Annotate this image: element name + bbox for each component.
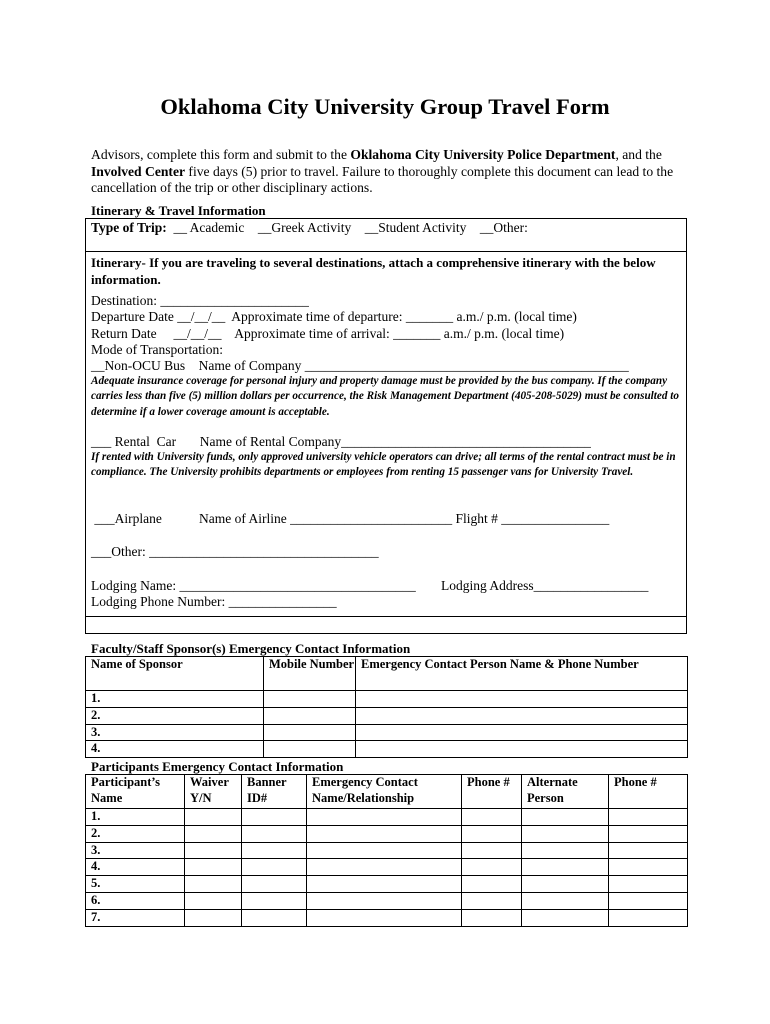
table-cell[interactable] — [307, 842, 462, 859]
faculty-col-emergency: Emergency Contact Person Name & Phone Number — [356, 657, 688, 691]
table-cell[interactable] — [242, 892, 307, 909]
table-cell[interactable] — [185, 909, 242, 926]
table-cell[interactable] — [522, 892, 609, 909]
faculty-col-mobile: Mobile Number — [264, 657, 356, 691]
intro-dept: Oklahoma City University Police Department — [350, 147, 616, 162]
row-number: 7. — [86, 909, 185, 926]
table-cell[interactable] — [356, 691, 688, 708]
faculty-col-sponsor: Name of Sponsor — [86, 657, 264, 691]
intro-center: Involved Center — [91, 163, 186, 179]
table-row — [86, 909, 688, 926]
row-number: 2. — [86, 825, 185, 842]
transport-mode-label: Mode of Transportation: — [91, 342, 224, 357]
table-cell[interactable] — [307, 809, 462, 826]
participants-table — [85, 774, 688, 927]
intro-text-1: Advisors, complete this form and submit to the — [91, 147, 351, 162]
table-cell[interactable] — [242, 809, 307, 826]
table-cell[interactable] — [185, 809, 242, 826]
table-row — [86, 876, 688, 893]
table-cell[interactable] — [307, 892, 462, 909]
airplane-field[interactable]: ___Airplane Name of Airline ________________________ Flight # ________________ — [91, 511, 610, 526]
table-cell[interactable] — [242, 842, 307, 859]
table-cell[interactable] — [356, 741, 688, 758]
table-cell[interactable] — [242, 825, 307, 842]
table-cell[interactable] — [185, 825, 242, 842]
participants-col-alt-phone: Phone # — [609, 775, 688, 809]
table-cell[interactable] — [609, 825, 688, 842]
table-cell[interactable] — [609, 892, 688, 909]
return-field[interactable]: Return Date __/__/__ Approximate time of arrival: _______ a.m./ p.m. (local time) — [91, 326, 565, 341]
table-row — [86, 842, 688, 859]
intro-paragraph — [91, 147, 691, 197]
table-cell[interactable] — [462, 909, 522, 926]
table-cell[interactable] — [356, 724, 688, 741]
itinerary-note: Itinerary- If you are traveling to several destinations, attach a comprehensive itinerary with the below information. — [91, 255, 656, 287]
table-row — [86, 691, 688, 708]
table-cell[interactable] — [609, 842, 688, 859]
spacer-box — [85, 616, 687, 634]
participants-col-alternate: Alternate Person — [522, 775, 609, 809]
departure-field[interactable]: Departure Date __/__/__ Approximate time of departure: _______ a.m./ p.m. (local time) — [91, 309, 577, 324]
table-row — [86, 809, 688, 826]
table-cell[interactable] — [307, 859, 462, 876]
table-cell[interactable] — [609, 909, 688, 926]
table-row — [86, 741, 688, 758]
row-number: 3. — [86, 842, 185, 859]
participants-col-banner: Banner ID# — [242, 775, 307, 809]
trip-type-line — [91, 220, 528, 237]
destination-field[interactable]: Destination: ______________________ — [91, 293, 309, 308]
rental-car-note: If rented with University funds, only approved university vehicle operators can drive; all terms of the rental contract must be in compliance. The University prohibits departments or employees from renting 15 passenger vans for University Travel. — [91, 451, 676, 479]
participants-col-name: Participant’s Name — [86, 775, 185, 809]
table-cell[interactable] — [185, 842, 242, 859]
table-cell[interactable] — [522, 809, 609, 826]
row-number: 5. — [86, 876, 185, 893]
table-cell[interactable] — [522, 909, 609, 926]
participants-heading: Participants Emergency Contact Information — [91, 759, 344, 774]
table-cell[interactable] — [356, 707, 688, 724]
table-cell[interactable] — [307, 825, 462, 842]
table-cell[interactable] — [242, 859, 307, 876]
other-transport-field[interactable]: ___Other: __________________________________ — [91, 544, 379, 559]
table-cell[interactable] — [462, 892, 522, 909]
table-cell[interactable] — [522, 842, 609, 859]
table-cell[interactable] — [522, 825, 609, 842]
lodging-name-field[interactable]: Lodging Name: ___________________________________ — [91, 578, 416, 593]
intro-text-2: , and the — [615, 147, 662, 162]
table-cell[interactable] — [242, 876, 307, 893]
table-cell[interactable] — [264, 707, 356, 724]
table-row — [86, 859, 688, 876]
table-cell[interactable] — [307, 876, 462, 893]
row-number: 4. — [86, 859, 185, 876]
participants-col-waiver: Waiver Y/N — [185, 775, 242, 809]
row-number: 3. — [86, 724, 264, 741]
itinerary-heading: Itinerary & Travel Information — [91, 203, 266, 218]
form-title: Oklahoma City University Group Travel Form — [160, 94, 610, 119]
table-cell[interactable] — [264, 724, 356, 741]
lodging-phone-field[interactable]: Lodging Phone Number: ________________ — [91, 594, 337, 609]
trip-type-options[interactable]: __ Academic __Greek Activity __Student Activity __Other: — [166, 220, 528, 235]
row-number: 4. — [86, 741, 264, 758]
table-cell[interactable] — [462, 876, 522, 893]
table-cell[interactable] — [242, 909, 307, 926]
intro-text-3: five days (5) prior to travel. Failure to thoroughly complete this document can lead to the cancellation of the trip or other disciplinary actions. — [91, 163, 674, 195]
row-number: 1. — [86, 809, 185, 826]
table-cell[interactable] — [185, 859, 242, 876]
table-cell[interactable] — [522, 876, 609, 893]
table-cell[interactable] — [462, 809, 522, 826]
table-row — [86, 707, 688, 724]
participants-col-emergency: Emergency Contact Name/Relationship — [307, 775, 462, 809]
faculty-heading: Faculty/Staff Sponsor(s) Emergency Contact Information — [91, 641, 411, 656]
table-cell[interactable] — [307, 909, 462, 926]
bus-field[interactable]: __Non-OCU Bus Name of Company ________________________________________________ — [91, 358, 629, 373]
table-cell[interactable] — [522, 859, 609, 876]
table-cell[interactable] — [609, 876, 688, 893]
lodging-address-field[interactable]: Lodging Address_________________ — [441, 578, 649, 593]
table-cell[interactable] — [185, 892, 242, 909]
faculty-table — [85, 656, 688, 758]
table-row — [86, 892, 688, 909]
table-row — [86, 724, 688, 741]
row-number: 1. — [86, 691, 264, 708]
rental-car-field[interactable]: ___ Rental Car Name of Rental Company_____________________________________ — [91, 434, 591, 449]
table-cell[interactable] — [264, 741, 356, 758]
table-row — [86, 825, 688, 842]
trip-type-label: Type of Trip: — [91, 220, 167, 235]
table-cell[interactable] — [462, 825, 522, 842]
table-cell[interactable] — [462, 859, 522, 876]
table-cell[interactable] — [609, 859, 688, 876]
table-cell[interactable] — [264, 691, 356, 708]
table-cell[interactable] — [185, 876, 242, 893]
bus-insurance-note: Adequate insurance coverage for personal injury and property damage must be provided by the bus company. If the company carries less than five (5) million dollars per occurrence, the Risk Management Department (405-208-5029) must be consulted to determine if a lower coverage amount is acceptable. — [91, 375, 679, 418]
participants-col-phone: Phone # — [462, 775, 522, 809]
row-number: 2. — [86, 707, 264, 724]
table-cell[interactable] — [609, 809, 688, 826]
row-number: 6. — [86, 892, 185, 909]
table-cell[interactable] — [462, 842, 522, 859]
